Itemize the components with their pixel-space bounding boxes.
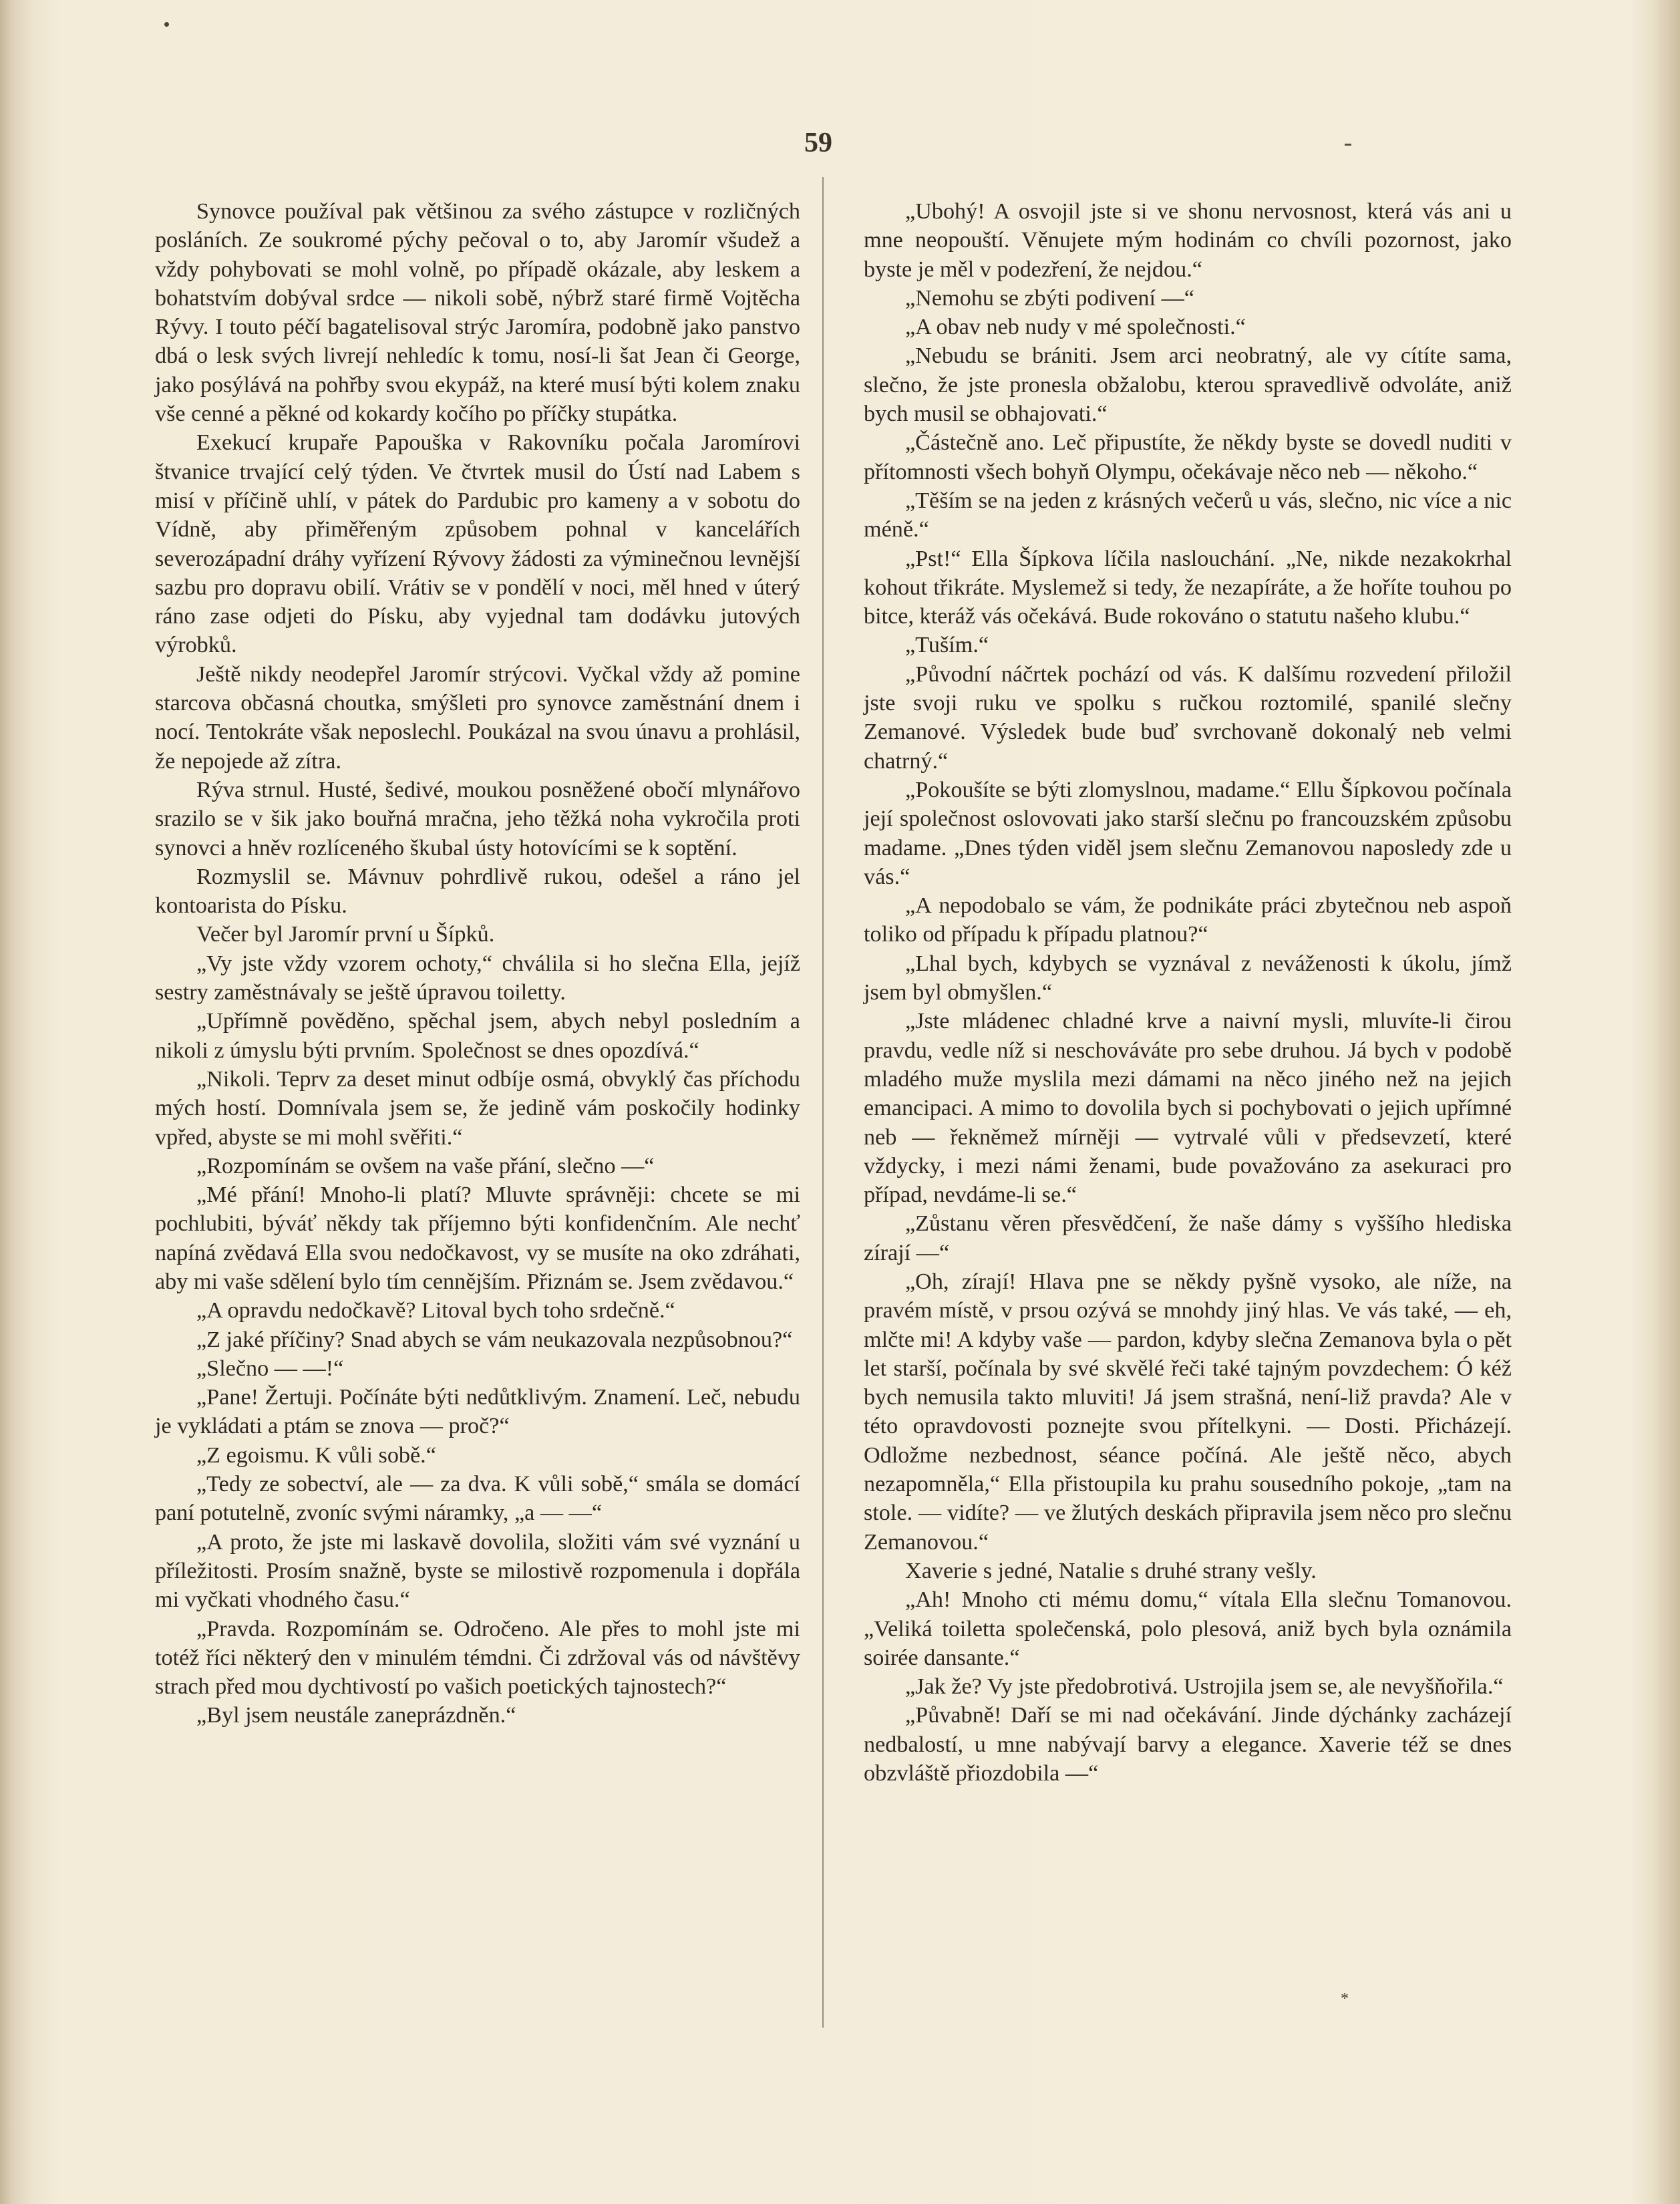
paragraph: „Zůstanu věren přesvědčení, že naše dámy s vyššího hlediska zírají —“ xyxy=(864,1211,1512,1265)
page-number: 59 xyxy=(804,128,832,158)
paragraph: „Lhal bych, kdybych se vyznával z neváženosti k úkolu, jímž jsem byl obmyšlen.“ xyxy=(864,951,1512,1005)
paragraph: Exekucí krupaře Papouška v Rakovníku počala Jaromírovi štvanice trvající celý týden. Ve čtvrtek musil do Ústí nad Labem s misí v příčině uhlí, v pátek do Pardubic pro kameny a v sobotu do Vídně, aby přiměřeným způsobem pohnal v kancelářích severozápadní dráhy vyřízení Rývovy žádosti za výminečnou levnější sazbu pro dopravu obilí. Vrátiv se v pondělí v noci, měl hned v úterý ráno zase odjeti do Písku, aby vyjednal tam dodávku jutových výrobků. xyxy=(155,430,800,658)
paragraph: „A obav neb nudy v mé společnosti.“ xyxy=(905,315,1246,340)
paragraph: „Pokoušíte se býti zlomyslnou, madame.“ Ellu Šípkovou počínala její společnost oslovovati jako starší slečnu po francouzském způsobu madame. „Dnes týden viděl jsem slečnu Zemanovou naposledy zde u vás.“ xyxy=(864,777,1512,889)
paragraph: „Půvabně! Daří se mi nad očekávání. Jinde dýchánky zacházejí nedbalostí, u mne nabývají barvy a elegance. Xaverie též se dnes obzvláště přiozdobila —“ xyxy=(864,1703,1512,1786)
paragraph: „Nikoli. Teprv za deset minut odbíje osmá, obvyklý čas příchodu mých hostí. Domnívala jsem se, že jedině vám poskočily hodinky vpřed, abyste se mi mohl svěřiti.“ xyxy=(155,1066,800,1150)
paragraph: „Pane! Žertuji. Počínáte býti nedůtklivým. Znamení. Leč, nebudu je vykládati a ptám se znova — proč?“ xyxy=(155,1385,800,1439)
paragraph: „Vy jste vždy vzorem ochoty,“ chválila si ho slečna Ella, jejíž sestry zaměstnávaly se ještě úpravou toiletty. xyxy=(155,951,800,1005)
paragraph: „Původní náčrtek pochází od vás. K dalšímu rozvedení přiložil jste svoji ruku ve spolku s ručkou roztomilé, spanilé slečny Zemanové. Výsledek bude buď svrchovaně dokonalý neb velmi chatrný.“ xyxy=(864,661,1512,774)
paragraph: „Nebudu se brániti. Jsem arci neobratný, ale vy cítíte sama, slečno, že jste pronesla obžalobu, kterou spravedlivě odvoláte, aniž bych musil se obhajovati.“ xyxy=(864,343,1512,427)
paragraph: Ještě nikdy neodepřel Jaromír strýcovi. Vyčkal vždy až pomine starcova občasná choutka, smýšleti pro synovce zaměstnání dnem i nocí. Tentokráte však neposlechl. Poukázal na svou únavu a prohlásil, že nepojede až zítra. xyxy=(155,661,800,774)
paragraph: „Tedy ze sobectví, ale — za dva. K vůli sobě,“ smála se domácí paní potutelně, zvoníc svými náramky, „a — —“ xyxy=(155,1472,800,1526)
right-text-column xyxy=(864,197,1512,1788)
paragraph: „Byl jsem neustále zaneprázdněn.“ xyxy=(196,1703,516,1728)
paragraph: „Slečno — —!“ xyxy=(196,1356,344,1381)
paragraph: Večer byl Jaromír první u Šípků. xyxy=(196,922,495,947)
ink-dot xyxy=(164,22,169,27)
paragraph: „Ubohý! A osvojil jste si ve shonu nervosnost, která vás ani u mne neopouští. Věnujete mým hodinám co chvíli pozornost, jako byste je měl v podezření, že nejdou.“ xyxy=(864,199,1512,282)
paragraph: Rýva strnul. Husté, šedivé, moukou posněžené obočí mlynářovo srazilo se v šik jako bouřná mračna, jeho těžká noha vykročila proti synovci a hněv rozlíceného škubal ústy hotovícími se k soptění. xyxy=(155,777,800,860)
paragraph: „Upřímně pověděno, spěchal jsem, abych nebyl posledním a nikoli z úmyslu býti prvním. Společnost se dnes opozdívá.“ xyxy=(155,1009,800,1063)
paragraph: „Rozpomínám se ovšem na vaše přání, slečno —“ xyxy=(196,1153,655,1178)
paragraph: „Mé přání! Mnoho-li platí? Mluvte správněji: chcete se mi pochlubiti, býváť někdy tak příjemno býti konfidenčním. Ale nechť napíná zvědavá Ella svou nedočkavost, vy se musíte na oko zdráhati, aby mi vaše sdělení bylo tím cennějším. Přiznám se. Jsem zvědavou.“ xyxy=(155,1183,800,1294)
column-divider xyxy=(822,177,824,2028)
paragraph: „Jste mládenec chladné krve a naivní mysli, mluvíte-li čirou pravdu, vedle níž si neschováváte pro sebe druhou. Já bych v podobě mladého muže myslila mezi dámami na něco jiného než na jejich emancipaci. A mimo to dovolila bych si pochybovati o jejich upřímné neb — řekněmež mírněji — vytrvalé vůli v předsevzetí, které vždycky, i mezi námi ženami, bude považováno za asekuraci pro případ, nevdáme-li se.“ xyxy=(864,1009,1512,1208)
paragraph: „A opravdu nedočkavě? Litoval bych toho srdečně.“ xyxy=(196,1298,675,1323)
paragraph: „A proto, že jste mi laskavě dovolila, složiti vám své vyznání u příležitosti. Prosím snažně, byste se milostivě rozpomenula i dopřála mi vyčkati vhodného času.“ xyxy=(155,1529,800,1613)
paragraph: „Jak že? Vy jste předobrotivá. Ustrojila jsem se, ale nevyšňořila.“ xyxy=(905,1674,1504,1700)
paragraph: „Pravda. Rozpomínám se. Odročeno. Ale přes to mohl jste mi totéž říci některý den v minulém témdni. Či zdržoval vás od návštěvy strach před mou dychtivostí po vašich poetických tajnostech?“ xyxy=(155,1616,800,1700)
left-text-column xyxy=(155,197,800,1730)
paragraph: „A nepodobalo se vám, že podnikáte práci zbytečnou neb aspoň toliko od případu k případu platnou?“ xyxy=(864,893,1512,947)
paragraph: „Z jaké příčiny? Snad abych se vám neukazovala nezpůsobnou?“ xyxy=(196,1327,793,1352)
paragraph: „Ah! Mnoho cti mému domu,“ vítala Ella slečnu Tomanovou. „Veliká toiletta společenská, polo plesová, aniž bych byla oznámila soirée dansante.“ xyxy=(864,1587,1512,1670)
paragraph: Synovce používal pak většinou za svého zástupce v rozličných posláních. Ze soukromé pýchy pečoval o to, aby Jaromír všudež a vždy pohybovati se mohl volně, po případě okázale, aby leskem a bohatstvím dobýval srdce — nikoli sobě, nýbrž staré firmě Vojtěcha Rývy. I touto péčí bagatelisoval strýc Jaromíra, podobně jako panstvo dbá o lesk svých livrejí nehledíc k tomu, nosí-li šat Jean či George, jako posýlává na pohřby svou ekypáž, na které musí býti kolem znaku vše cenné a pěkné od kokardy kočího po příčky stupátka. xyxy=(155,199,800,427)
paragraph: „Oh, zírají! Hlava pne se někdy pyšně vysoko, ale níže, na pravém místě, v prsou ozývá se mnohdy jiný hlas. Ve vás také, — eh, mlčte mi! A kdyby vaše — pardon, kdyby slečna Zemanova byla o pět let starší, počínala by své skvělé řeči také tajným povzdechem: Ó kéž bych nemusila takto mluviti! Já jsem strašná, není-liž pravda? Ale v této opravdovosti poznejte svou přítelkyni. — Dosti. Přicházejí. Odložme nezbednost, séance počíná. Ale ještě něco, abych nezapomněla,“ Ella přistoupila ku prahu sousedního pokoje, „tam na stole. — vidíte? — ve žlutých deskách připravila jsem něco pro slečnu Zemanovou.“ xyxy=(864,1269,1512,1555)
paragraph: „Těším se na jeden z krásných večerů u vás, slečno, nic více a nic méně.“ xyxy=(864,488,1512,542)
paragraph: Rozmyslil se. Mávnuv pohrdlivě rukou, odešel a ráno jel kontoarista do Písku. xyxy=(155,864,800,919)
paragraph: „Z egoismu. K vůli sobě.“ xyxy=(196,1442,436,1468)
paragraph: „Pst!“ Ella Šípkova líčila naslouchání. „Ne, nikde nezakokrhal kohout třikráte. Myslemež si tedy, že nezapíráte, a že hoříte touhou po bitce, kteráž vás očekává. Bude rokováno o statutu našeho klubu.“ xyxy=(864,546,1512,629)
paragraph: „Částečně ano. Leč připustíte, že někdy byste se dovedl nuditi v přítomnosti všech bohyň Olympu, očekávaje něco neb — někoho.“ xyxy=(864,430,1512,484)
paragraph: „Nemohu se zbýti podivení —“ xyxy=(905,285,1194,311)
paragraph: „Tuším.“ xyxy=(905,633,989,658)
paragraph: Xaverie s jedné, Natalie s druhé strany vešly. xyxy=(905,1558,1317,1583)
asterisk-mark: * xyxy=(1341,1990,1349,2008)
print-mark xyxy=(1345,144,1351,146)
